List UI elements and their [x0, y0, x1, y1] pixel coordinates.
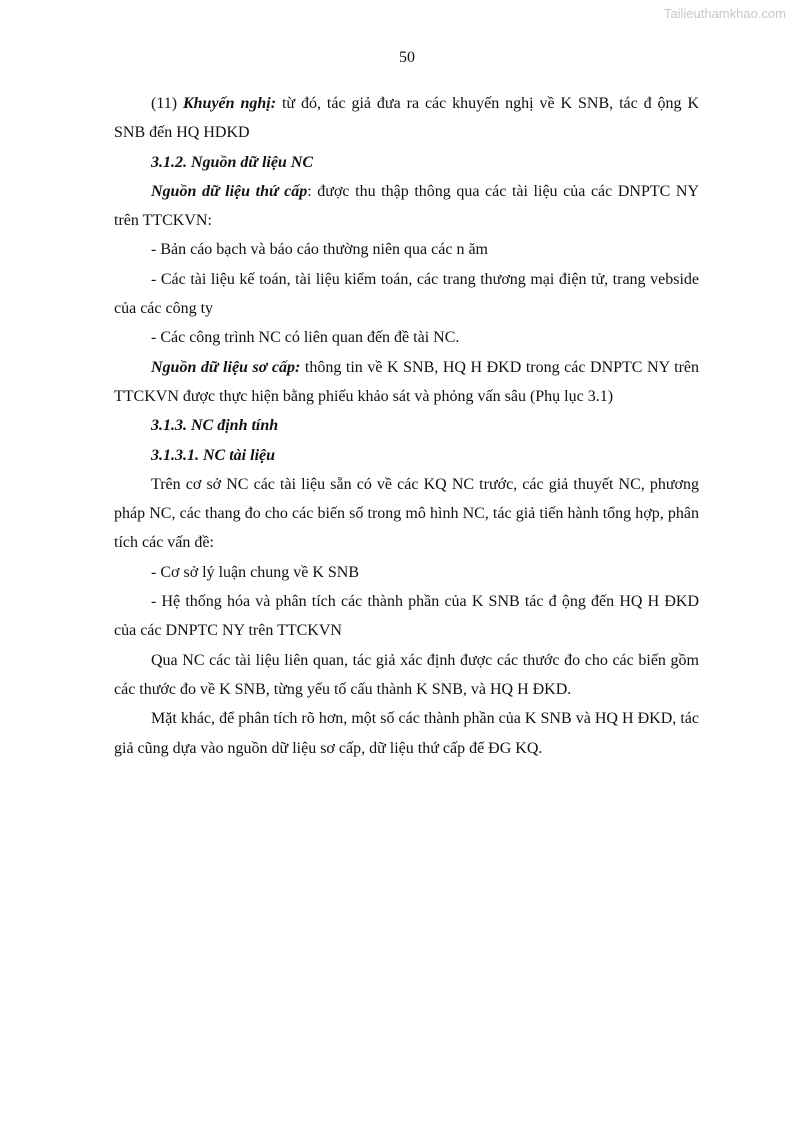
lead-recommendations: Khuyến nghị: — [182, 95, 277, 112]
lead-secondary-data: Nguồn dữ liệu thứ cấp — [151, 182, 308, 200]
lead-primary-data: Nguồn dữ liệu sơ cấp: — [151, 358, 301, 376]
paragraph-secondary-data — [114, 177, 699, 236]
paragraph-text: từ đó, tác giả đưa ra các khuyến nghị về K SNB, tác đ ộng K SNB đến HQ HDKD — [114, 95, 700, 142]
paragraph-text: Trên cơ sở NC các tài liệu sẵn có về các KQ NC trước, các giả thuyết NC, phương pháp NC, các thang đo cho các biến số trong mô hình NC, tác giả tiến hành tổng hợp, phân tích các vấn đề: — [114, 475, 699, 552]
paragraph-text: Mặt khác, để phân tích rõ hơn, một số các thành phần của K SNB và HQ H ĐKD, tác giả cũng dựa vào nguồn dữ liệu sơ cấp, dữ liệu thứ cấp để ĐG KQ. — [114, 710, 699, 757]
paragraph-recommendations — [114, 89, 699, 148]
watermark: Tailieuthamkhao.com — [663, 6, 786, 21]
paragraph-primary-data — [114, 353, 699, 412]
item-number: (11) — [151, 95, 183, 112]
paragraph-text: : được thu thập thông qua các tài liệu của các DNPTC NY trên TTCKVN: — [114, 182, 699, 230]
list-item: - Hệ thống hóa và phân tích các thành phần của K SNB tác đ ộng đến HQ H ĐKD của các DNPTC NY trên TTCKVN — [114, 593, 699, 640]
section-heading-3-1-3: 3.1.3. NC định tính — [151, 417, 279, 435]
section-heading-3-1-3-1: 3.1.3.1. NC tài liệu — [151, 446, 276, 464]
list-item: - Cơ sở lý luận chung về K SNB — [151, 563, 360, 581]
document-body — [114, 89, 699, 763]
paragraph-text: thông tin về K SNB, HQ H ĐKD trong các DNPTC NY trên TTCKVN được thực hiện bằng phiếu khảo sát và phỏng vấn sâu (Phụ lục 3.1) — [114, 358, 699, 405]
list-item: - Bản cáo bạch và báo cáo thường niên qua các n ăm — [151, 241, 488, 259]
list-item: - Các công trình NC có liên quan đến đề tài NC. — [151, 329, 460, 347]
page-number: 50 — [399, 49, 415, 66]
list-item: - Các tài liệu kế toán, tài liệu kiểm toán, các trang thương mại điện tử, trang vebside của các công ty — [114, 270, 699, 318]
paragraph-text: Qua NC các tài liệu liên quan, tác giả xác định được các thước đo cho các biến gồm các thước đo về K SNB, từng yếu tố cấu thành K SNB, và HQ H ĐKD. — [114, 651, 699, 698]
section-heading-3-1-2: 3.1.2. Nguồn dữ liệu NC — [151, 153, 314, 171]
